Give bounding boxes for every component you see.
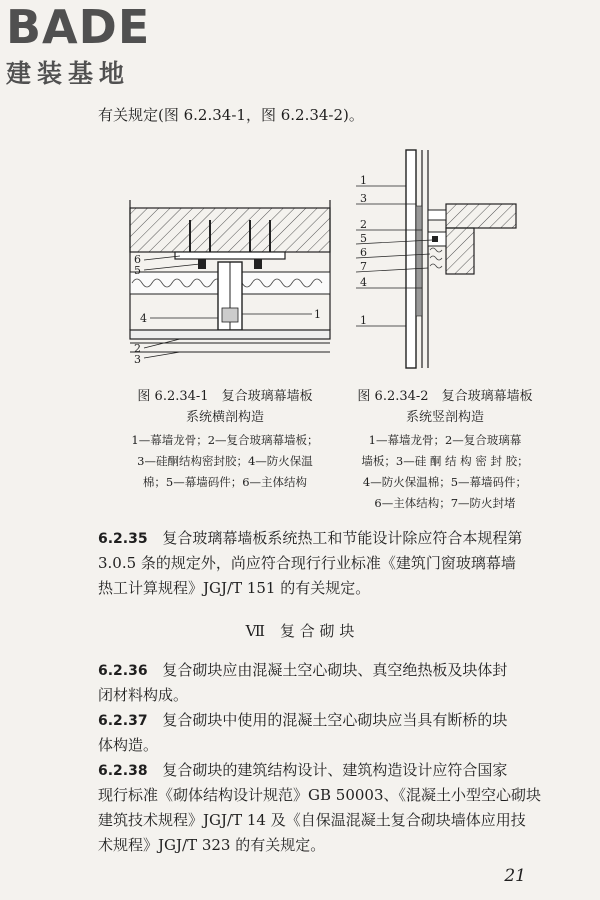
mullion-vertical bbox=[406, 150, 416, 368]
clause-text: 复合砌块中使用的混凝土空心砌块应当具有断桥的块 bbox=[162, 711, 508, 729]
figure2-legend-line: 6—主体结构；7—防火封堵 bbox=[374, 496, 516, 510]
fig1-label-1: 1 bbox=[314, 308, 321, 321]
fig2-label-2: 2 bbox=[360, 218, 367, 231]
logo-word: BADE bbox=[6, 0, 151, 54]
figure1-legend-line: 3—硅酮结构密封胶；4—防火保温 bbox=[137, 454, 313, 468]
clause-6-2-36-line1 bbox=[98, 659, 507, 682]
clause-6-2-35-line2: 3.0.5 条的规定外，尚应符合现行行业标准《建筑门窗玻璃幕墙 bbox=[98, 554, 516, 572]
figure-horizontal-section bbox=[120, 190, 340, 370]
clause-number: 6.2.35 bbox=[98, 531, 148, 547]
figure1-legend-line: 棉；5—幕墙码件；6—主体结构 bbox=[142, 475, 308, 489]
publisher-logo bbox=[6, 0, 151, 90]
floor-slab bbox=[446, 204, 516, 228]
figure1-caption bbox=[110, 386, 340, 428]
fig1-label-4: 4 bbox=[140, 312, 147, 325]
clause-text: 复合砌块的建筑结构设计、建筑构造设计应符合国家 bbox=[162, 761, 508, 779]
figure1-caption-line2: 系统横剖构造 bbox=[185, 410, 264, 425]
fig1-label-3: 3 bbox=[134, 353, 141, 366]
figure2-caption bbox=[340, 386, 550, 428]
clause-6-2-38-line1 bbox=[98, 759, 507, 782]
clause-number: 6.2.36 bbox=[98, 663, 148, 679]
figure2-legend-line: 墙板；3—硅 酮 结 构 密 封 胶； bbox=[361, 454, 529, 468]
fig1-label-5: 5 bbox=[134, 264, 141, 277]
section-title: Ⅶ 复 合 砌 块 bbox=[245, 622, 355, 640]
fig2-label-7: 7 bbox=[360, 260, 367, 273]
clause-number: 6.2.38 bbox=[98, 763, 148, 779]
clause-number: 6.2.37 bbox=[98, 713, 148, 729]
fig2-label-6: 6 bbox=[360, 246, 367, 259]
fire-stop bbox=[428, 210, 446, 220]
intro-line: 有关规定(图 6.2.34-1，图 6.2.34-2)。 bbox=[98, 106, 364, 124]
figure2-caption-line2: 系统竖剖构造 bbox=[405, 410, 484, 425]
clause-6-2-35-line3: 热工计算规程》JGJ/T 151 的有关规定。 bbox=[98, 579, 371, 597]
figure1-caption-line1: 图 6.2.34-1 复合玻璃幕墙板 bbox=[137, 389, 313, 404]
curtain-wall-bracket bbox=[175, 252, 285, 259]
fig2-label-4: 4 bbox=[360, 276, 367, 289]
clause-text: 复合玻璃幕墙板系统热工和节能设计除应符合本规程第 bbox=[162, 529, 523, 547]
figure2-legend bbox=[340, 430, 550, 514]
figure2-legend-line: 4—防火保温棉；5—幕墙码件； bbox=[362, 475, 528, 489]
fig1-label-2: 2 bbox=[134, 342, 141, 355]
page-number: 21 bbox=[504, 866, 526, 886]
clause-6-2-38-line2: 现行标准《砌体结构设计规范》GB 50003、《混凝土小型空心砌块 bbox=[98, 786, 541, 804]
main-structure-slab bbox=[130, 208, 330, 252]
figure2-legend-line: 1—幕墙龙骨；2—复合玻璃幕 bbox=[368, 433, 522, 447]
glass-panel bbox=[130, 330, 330, 339]
figure1-legend-line: 1—幕墙龙骨；2—复合玻璃幕墙板； bbox=[131, 433, 319, 447]
figure1-legend bbox=[110, 430, 340, 493]
figure-vertical-section bbox=[356, 146, 526, 372]
fig2-label-3: 3 bbox=[360, 192, 367, 205]
clause-text: 复合砌块应由混凝土空心砌块、真空绝热板及块体封 bbox=[162, 661, 508, 679]
clause-6-2-35-line1 bbox=[98, 527, 522, 550]
clause-6-2-38-line4: 术规程》JGJ/T 323 的有关规定。 bbox=[98, 836, 326, 854]
fig2-label-1a: 1 bbox=[360, 174, 367, 187]
clause-6-2-36-line2: 闭材料构成。 bbox=[98, 686, 189, 704]
clause-6-2-37-line1 bbox=[98, 709, 507, 732]
clause-6-2-38-line3: 建筑技术规程》JGJ/T 14 及《自保温混凝土复合砌块墙体应用技 bbox=[98, 811, 526, 829]
clause-6-2-37-line2: 体构造。 bbox=[98, 736, 159, 754]
figure2-caption-line1: 图 6.2.34-2 复合玻璃幕墙板 bbox=[357, 389, 533, 404]
fig1-label-6: 6 bbox=[134, 253, 141, 266]
logo-subtitle: 建装基地 bbox=[6, 59, 131, 88]
fig2-label-5: 5 bbox=[360, 232, 367, 245]
fig2-label-1b: 1 bbox=[360, 314, 367, 327]
